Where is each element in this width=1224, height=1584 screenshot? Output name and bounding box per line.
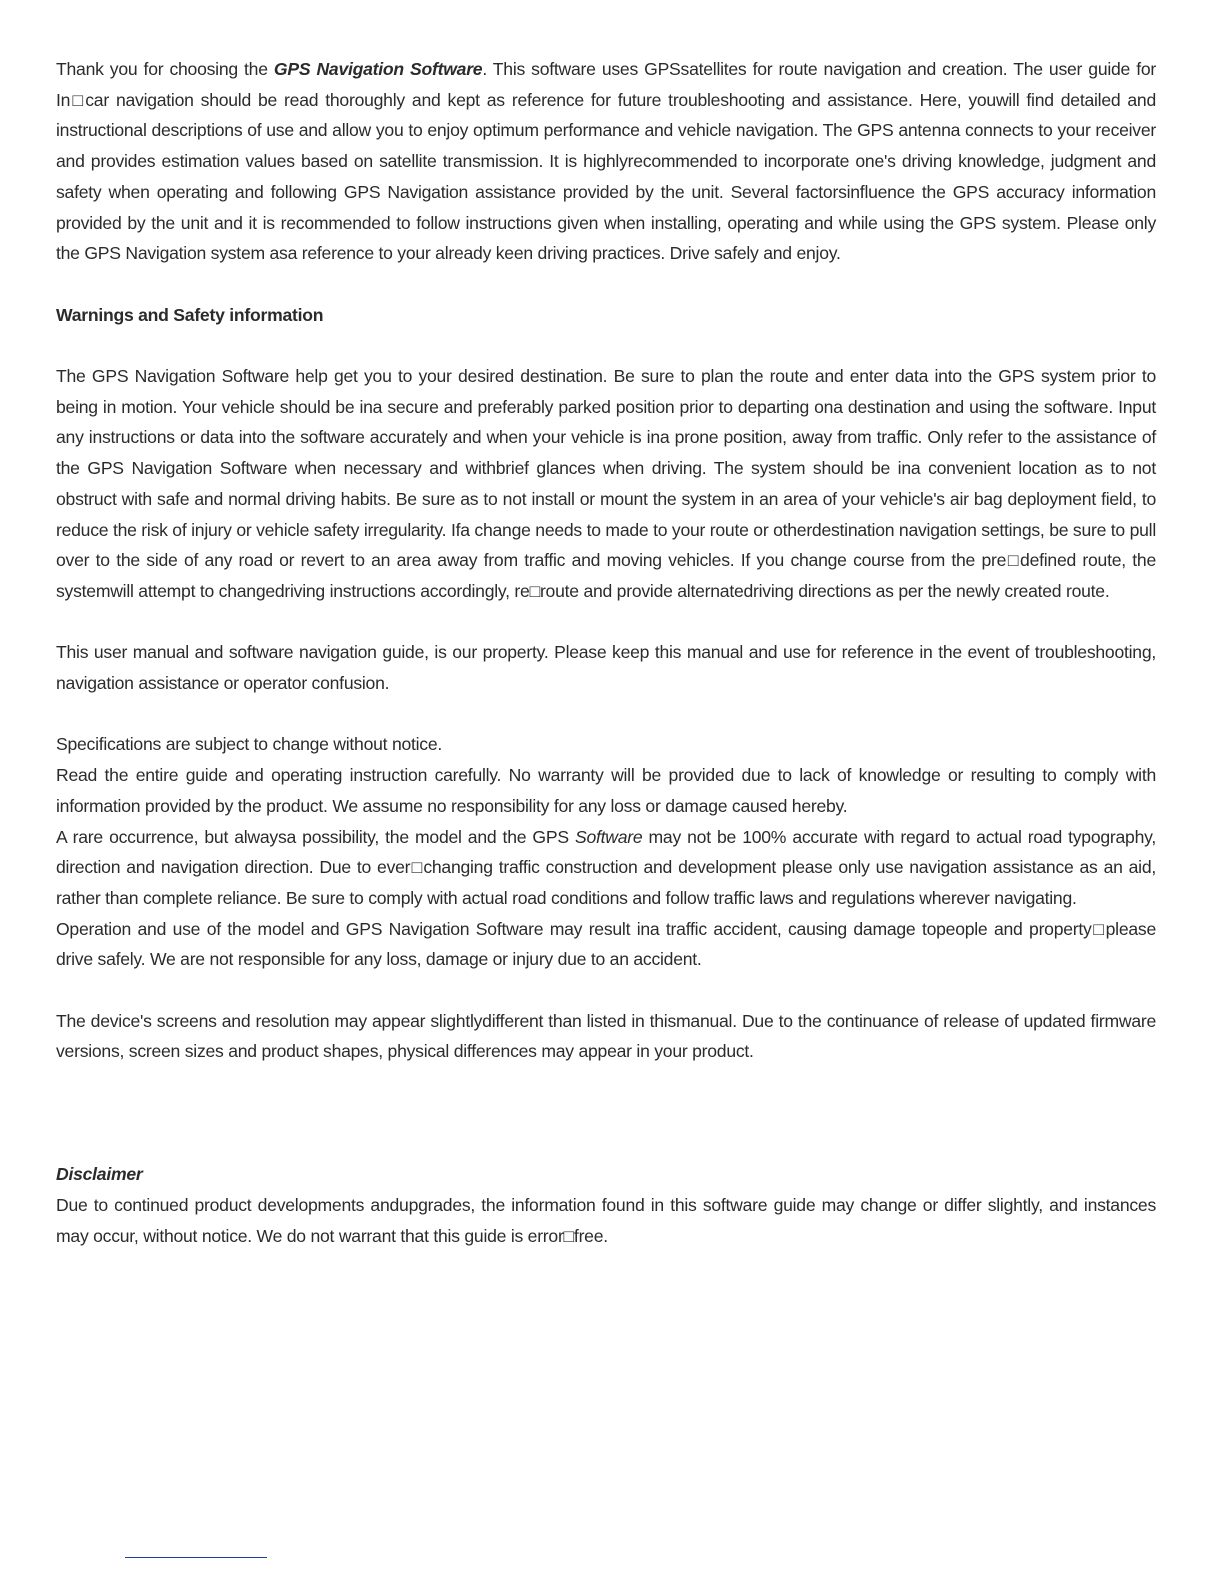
disclaimer-heading: Disclaimer	[56, 1164, 143, 1185]
document-page	[56, 54, 1156, 1251]
accuracy-lead: A rare occurrence, but alwaysa possibility, the model and the GPS	[56, 826, 575, 847]
read-guide-paragraph: Read the entire guide and operating instruction carefully. No warranty will be provided due to lack of knowledge or resulting to comply with information provided by the product. We assume no responsibility for any loss or damage caused hereby.	[56, 765, 1156, 816]
footnote-separator	[125, 1557, 267, 1558]
operation-paragraph: Operation and use of the model and GPS Navigation Software may result ina traffic accident, causing damage topeople and property□please drive safely. We are not responsible for any loss, damage or injury due to an accident.	[56, 918, 1156, 970]
warnings-paragraph: The GPS Navigation Software help get you to your desired destination. Be sure to plan the route and enter data into the GPS system prior to being in motion. Your vehicle should be ina secure and preferably parked position prior to departing ona destination and using the software. Input any instructions or data into the software accurately and when your vehicle is ina prone position, away from traffic. Only refer to the assistance of the GPS Navigation Software when necessary and withbrief glances when driving. The system should be ina convenient location as to not obstruct with safe and normal driving habits. Be sure as to not install or mount the system in an area of your vehicle's air bag deployment field, to reduce the risk of injury or vehicle safety irregularity. Ifa change needs to made to your route or otherdestination navigation settings, be sure to pull over to the side of any road or revert to an area away from traffic and moving vehicles. If you change course from the pre□defined route, the systemwill attempt to changedriving instructions accordingly, re□route and provide alternatedriving directions as per the newly created route.	[56, 366, 1156, 601]
intro-lead: Thank you for choosing the	[56, 59, 274, 79]
accuracy-rest: may not be 100% accurate with regard to actual road typography, direction and navigation direction. Due to ever□changing traffic construction and development please only use navigation assistance as an aid, rather than complete reliance. Be sure to comply with actual road conditions and follow traffic laws and regulations wherever navigating.	[56, 826, 1156, 908]
accuracy-paragraph	[56, 822, 1156, 914]
screens-note: The device's screens and resolution may appear slightlydifferent than listed in thismanual. Due to the continuance of release of updated firmware versions, screen sizes and product shapes, physical differences may appear in your product.	[56, 1010, 1156, 1062]
disclaimer-body: Due to continued product developments andupgrades, the information found in this software guide may change or differ slightly, and instances may occur, without notice. We do not warrant that this guide is error□free.	[56, 1194, 1156, 1246]
specifications-notice: Specifications are subject to change without notice.	[56, 734, 443, 755]
warnings-heading: Warnings and Safety information	[56, 304, 324, 325]
intro-paragraph	[56, 54, 1156, 269]
accuracy-software: Software	[574, 826, 643, 847]
property-note: This user manual and software navigation guide, is our property. Please keep this manual and use for reference in the event of troubleshooting, navigation assistance or operator confusion.	[56, 642, 1156, 694]
intro-body: . This software uses GPSsatellites for route navigation and creation. The user guide for In□car navigation should be read thoroughly and kept as reference for future troubleshooting and assistance. Here, youwill find detailed and instructional descriptions of use and allow you to enjoy optimum performance and vehicle navigation. The GPS antenna connects to your receiver and provides estimation values based on satellite transmission. It is highlyrecommended to incorporate one's driving knowledge, judgment and safety when operating and following GPS Navigation assistance provided by the unit. Several factorsinfluence the GPS accuracy information provided by the unit and it is recommended to follow instructions given when installing, operating and while using the GPS system. Please only the GPS Navigation system asa reference to your already keen driving practices. Drive safely and enjoy.	[56, 59, 1157, 264]
product-name: GPS Navigation Software	[273, 59, 483, 79]
